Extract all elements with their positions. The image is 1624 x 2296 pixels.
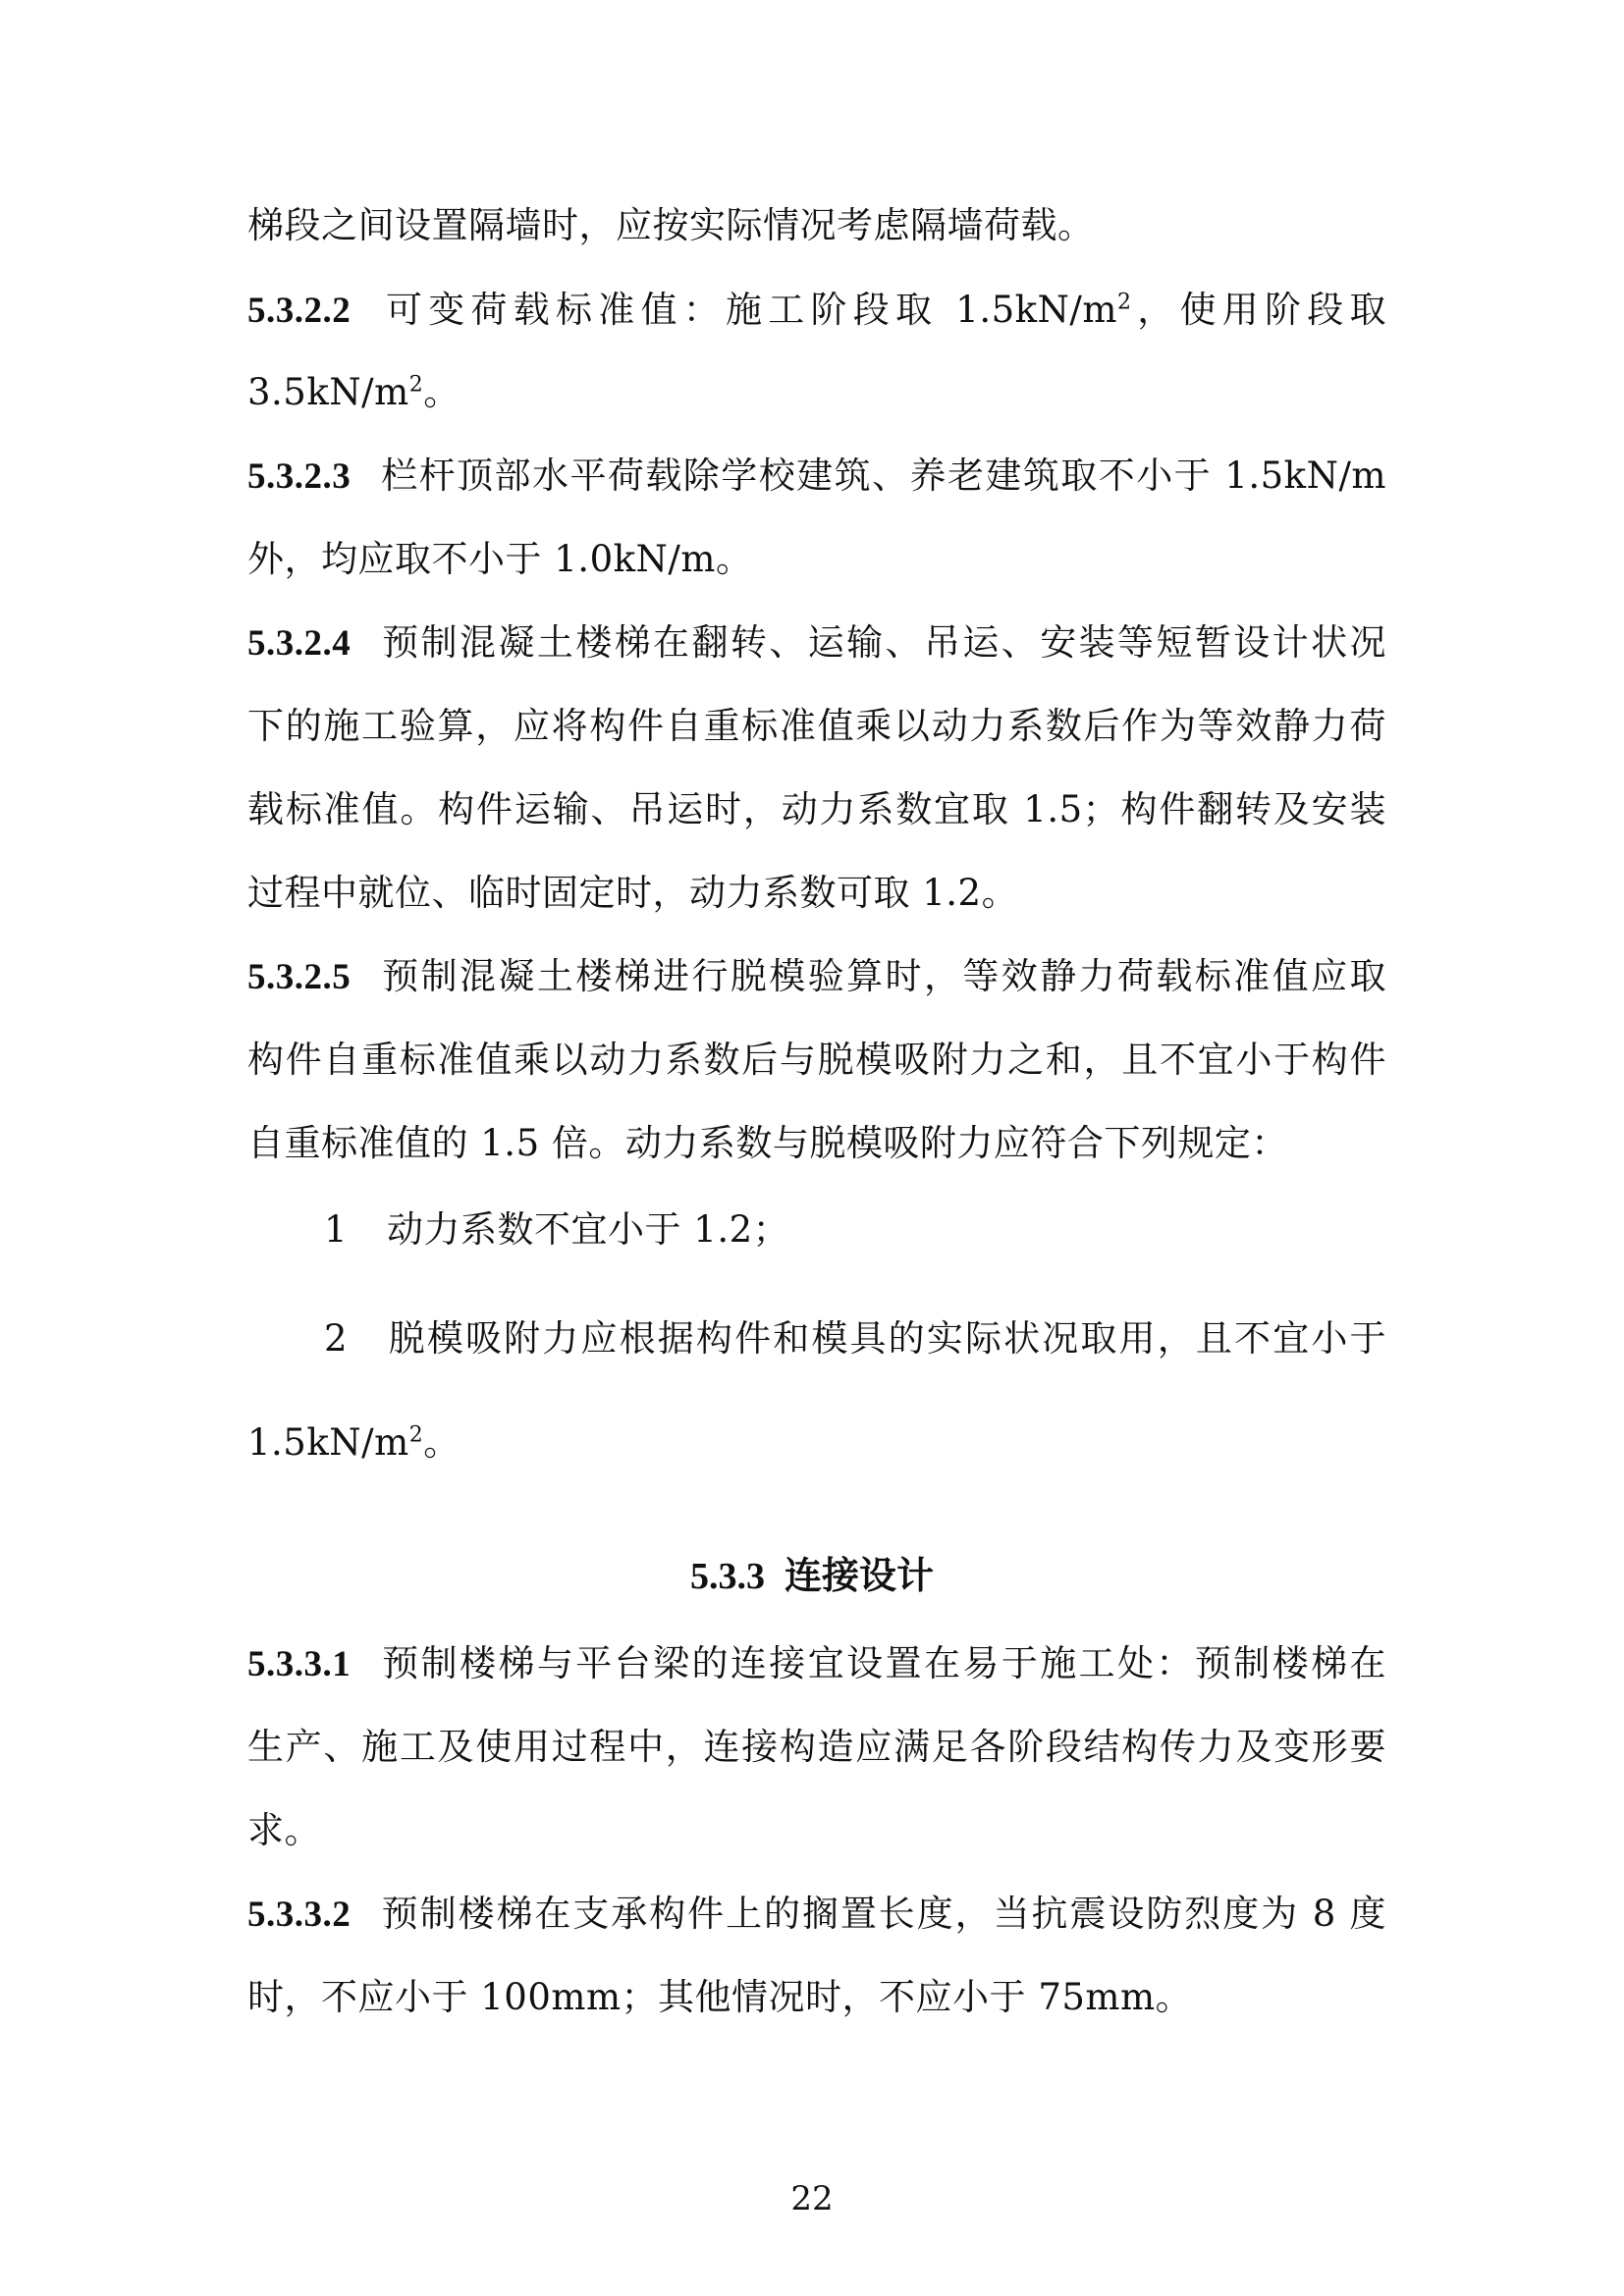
clause-number: 5.3.3.1 — [247, 1644, 352, 1684]
superscript: 2 — [408, 372, 424, 398]
list-item-2 — [324, 1315, 1386, 1362]
text: 外，均应取不小于 1.0kN/m。 — [247, 538, 753, 580]
section-heading — [0, 1551, 1624, 1601]
clause-5-3-2-2 — [247, 287, 1386, 335]
text: 可变荷载标准值：施工阶段取 1.5kN/m — [380, 289, 1117, 331]
paragraph-line — [247, 1120, 1386, 1167]
text: 脱模吸附力应根据构件和模具的实际状况取用，且不宜小于 — [387, 1317, 1386, 1360]
text: 载标准值。构件运输、吊运时，动力系数宜取 1.5；构件翻转及安装 — [247, 788, 1386, 830]
text: 求。 — [247, 1809, 321, 1851]
text: 栏杆顶部水平荷载除学校建筑、养老建筑取不小于 1.5kN/m — [380, 454, 1386, 497]
text: 3.5kN/m — [247, 371, 409, 413]
section-title: 连接设计 — [784, 1553, 934, 1597]
text: 。 — [423, 1421, 460, 1464]
text: 1.5kN/m — [247, 1421, 409, 1464]
text: 预制混凝土楼梯在翻转、运输、吊运、安装等短暂设计状况 — [380, 621, 1386, 664]
paragraph-line — [247, 703, 1386, 750]
paragraph-line — [247, 870, 1386, 917]
text: 。 — [423, 371, 460, 413]
text: 下的施工验算，应将构件自重标准值乘以动力系数后作为等效静力荷 — [247, 705, 1386, 747]
paragraph-line — [247, 369, 1386, 416]
paragraph-line — [247, 536, 1386, 583]
list-number: 2 — [324, 1317, 349, 1360]
clause-number: 5.3.2.3 — [247, 456, 352, 497]
text: 自重标准值的 1.5 倍。动力系数与脱模吸附力应符合下列规定： — [247, 1122, 1288, 1164]
text: ，使用阶段取 — [1131, 289, 1386, 331]
clause-5-3-2-3 — [247, 453, 1386, 501]
text: 动力系数不宜小于 1.2； — [387, 1208, 790, 1251]
paragraph-line — [247, 1419, 1386, 1467]
superscript: 2 — [408, 1422, 424, 1448]
paragraph-line — [247, 1724, 1386, 1771]
list-number: 1 — [324, 1208, 349, 1251]
clause-5-3-3-2 — [247, 1891, 1386, 1939]
text: 时，不应小于 100mm；其他情况时，不应小于 75mm。 — [247, 1976, 1193, 2018]
section-number: 5.3.3 — [689, 1556, 765, 1597]
text: 预制混凝土楼梯进行脱模验算时，等效静力荷载标准值应取 — [380, 955, 1386, 997]
text: 梯段之间设置隔墙时，应按实际情况考虑隔墙荷载。 — [247, 204, 1095, 246]
paragraph-line — [247, 786, 1386, 833]
text: 预制楼梯在支承构件上的搁置长度，当抗震设防烈度为 8 度 — [380, 1893, 1386, 1935]
clause-number: 5.3.2.2 — [247, 291, 352, 331]
text: 生产、施工及使用过程中，连接构造应满足各阶段结构传力及变形要 — [247, 1726, 1386, 1768]
clause-5-3-2-5 — [247, 953, 1386, 1001]
paragraph-line — [247, 1974, 1386, 2021]
page-number: 22 — [790, 2179, 834, 2218]
clause-number: 5.3.2.4 — [247, 623, 352, 664]
text: 预制楼梯与平台梁的连接宜设置在易于施工处：预制楼梯在 — [380, 1642, 1386, 1684]
paragraph-line — [247, 1037, 1386, 1084]
clause-number: 5.3.2.5 — [247, 957, 352, 997]
clause-5-3-3-1 — [247, 1640, 1386, 1688]
clause-5-3-2-4 — [247, 619, 1386, 667]
text: 过程中就位、临时固定时，动力系数可取 1.2。 — [247, 872, 1019, 914]
list-item-1 — [324, 1206, 1386, 1254]
paragraph-line — [247, 202, 1386, 249]
superscript: 2 — [1116, 290, 1132, 315]
clause-number: 5.3.3.2 — [247, 1895, 352, 1935]
text: 构件自重标准值乘以动力系数后与脱模吸附力之和，且不宜小于构件 — [247, 1039, 1386, 1081]
paragraph-line — [247, 1807, 1386, 1854]
